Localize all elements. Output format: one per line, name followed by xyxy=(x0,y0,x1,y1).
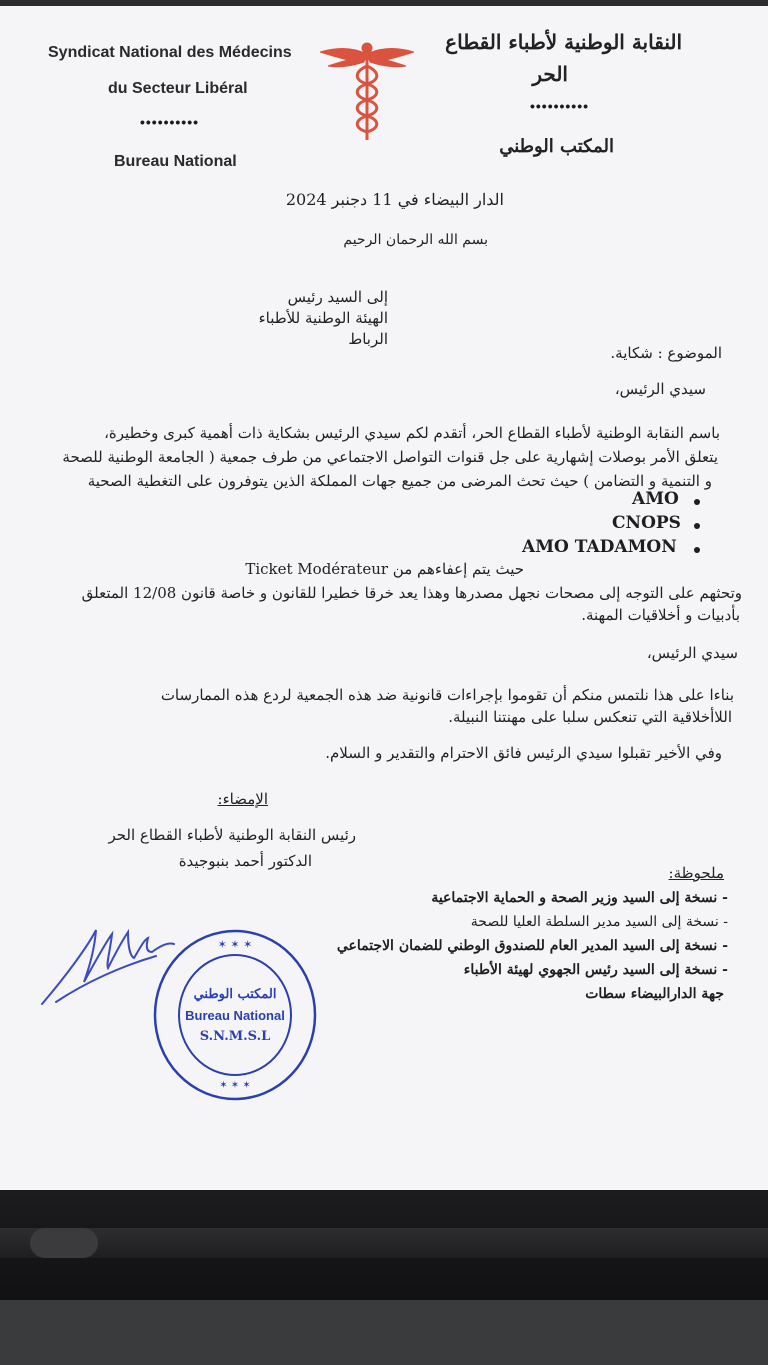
copy-recipient: - نسخة إلى السيد رئيس الجهوي لهيئة الأطباء xyxy=(463,962,728,978)
binder-edge xyxy=(0,1228,768,1258)
letter-page xyxy=(0,6,768,1190)
coverage-item: AMO xyxy=(632,489,679,509)
svg-text:✶ ✶ ✶: ✶ ✶ ✶ xyxy=(217,938,253,951)
paragraph-2-line: بأدبيات و أخلاقيات المهنة. xyxy=(581,606,740,624)
basmala: بسم الله الرحمان الرحيم xyxy=(343,232,488,248)
desk-surface xyxy=(0,1300,768,1365)
stamp-inner-ar: المكتب الوطني xyxy=(193,987,277,1002)
signatory-title: رئيس النقابة الوطنية لأطباء القطاع الحر xyxy=(108,826,356,844)
salutation-1: سيدي الرئيس، xyxy=(614,380,706,398)
caduceus-logo-icon xyxy=(320,36,414,144)
addressee-line2: الهيئة الوطنية للأطباء xyxy=(258,309,388,327)
bullet-icon xyxy=(694,523,700,529)
org-name-fr-line1: Syndicat National des Médecins xyxy=(48,44,292,61)
bureau-ar: المكتب الوطني xyxy=(499,136,614,157)
paragraph-3-line: بناءا على هذا نلتمس منكم أن تقوموا بإجراءات قانونية ضد هذه الجمعية لردع هذه الممارسات xyxy=(160,686,734,704)
paragraph-2-line: وتحثهم على التوجه إلى مصحات نجهل مصدرها وهذا يعد خرقا خطيرا للقانون و خاصة قانون 12/08 المتعلق xyxy=(81,584,742,602)
subject-line: الموضوع : شكاية. xyxy=(610,344,722,362)
ticket-moderateur-line: حيث يتم إعفاءهم من Ticket Modérateur xyxy=(245,560,524,578)
paragraph-1-line: و التنمية و التضامن ) حيث تحث المرضى من جميع جهات المملكة الذين يتوفرون على التغطية الصحية xyxy=(87,472,712,490)
date-line: الدار البيضاء في 11 دجنبر 2024 xyxy=(285,190,504,209)
copy-recipient: - نسخة إلى السيد مدير السلطة العليا للصحة xyxy=(470,914,728,930)
separator-dots-fr: •••••••••• xyxy=(140,114,200,130)
org-name-fr-line2: du Secteur Libéral xyxy=(108,80,248,97)
paragraph-1-line: باسم النقابة الوطنية لأطباء القطاع الحر، أتقدم لكم سيدي الرئيس بشكاية ذات أهمية كبرى وخطيرة، xyxy=(104,424,720,442)
paragraph-1-line: يتعلق الأمر بوصلات إشهارية على جل قنوات التواصل الاجتماعي من طرف جمعية ( الجامعة الوطنية للصحة xyxy=(62,448,718,466)
addressee-line1: إلى السيد رئيس xyxy=(287,288,388,306)
paragraph-3-line: اللاأخلاقية التي تنعكس سلبا على مهنتنا النبيلة. xyxy=(448,708,732,726)
coverage-item: CNOPS xyxy=(612,513,681,533)
bureau-fr: Bureau National xyxy=(114,153,237,170)
coverage-item: AMO TADAMON xyxy=(522,537,677,557)
copy-recipient: جهة الدارالبيضاء سطات xyxy=(585,986,724,1002)
notes-label: ملحوظة: xyxy=(668,864,724,882)
closing-paragraph: وفي الأخير تقبلوا سيدي الرئيس فائق الاحترام والتقدير و السلام. xyxy=(325,744,722,762)
addressee-line3: الرباط xyxy=(348,330,388,348)
separator-dots-ar: •••••••••• xyxy=(530,98,590,114)
salutation-2: سيدي الرئيس، xyxy=(646,644,738,662)
copy-recipient: - نسخة إلى السيد المدير العام للصندوق الوطني للضمان الاجتماعي xyxy=(336,938,728,954)
bullet-icon xyxy=(694,547,700,553)
bullet-icon xyxy=(694,499,700,505)
org-name-ar-line2: الحر xyxy=(532,62,568,86)
signatory-name: الدكتور أحمد بنبوجيدة xyxy=(178,852,312,870)
signature-label: الإمضاء: xyxy=(217,790,268,808)
binder-hole xyxy=(30,1228,98,1258)
svg-text:✶ ✶ ✶: ✶ ✶ ✶ xyxy=(219,1080,251,1091)
copy-recipient: - نسخة إلى السيد وزير الصحة و الحماية الاجتماعية xyxy=(431,890,728,906)
official-stamp xyxy=(150,926,320,1104)
org-name-ar-line1: النقابة الوطنية لأطباء القطاع xyxy=(445,30,682,54)
stamp-abbr: S.N.M.S.L xyxy=(199,1029,271,1044)
stamp-inner-fr: Bureau National xyxy=(185,1008,285,1023)
